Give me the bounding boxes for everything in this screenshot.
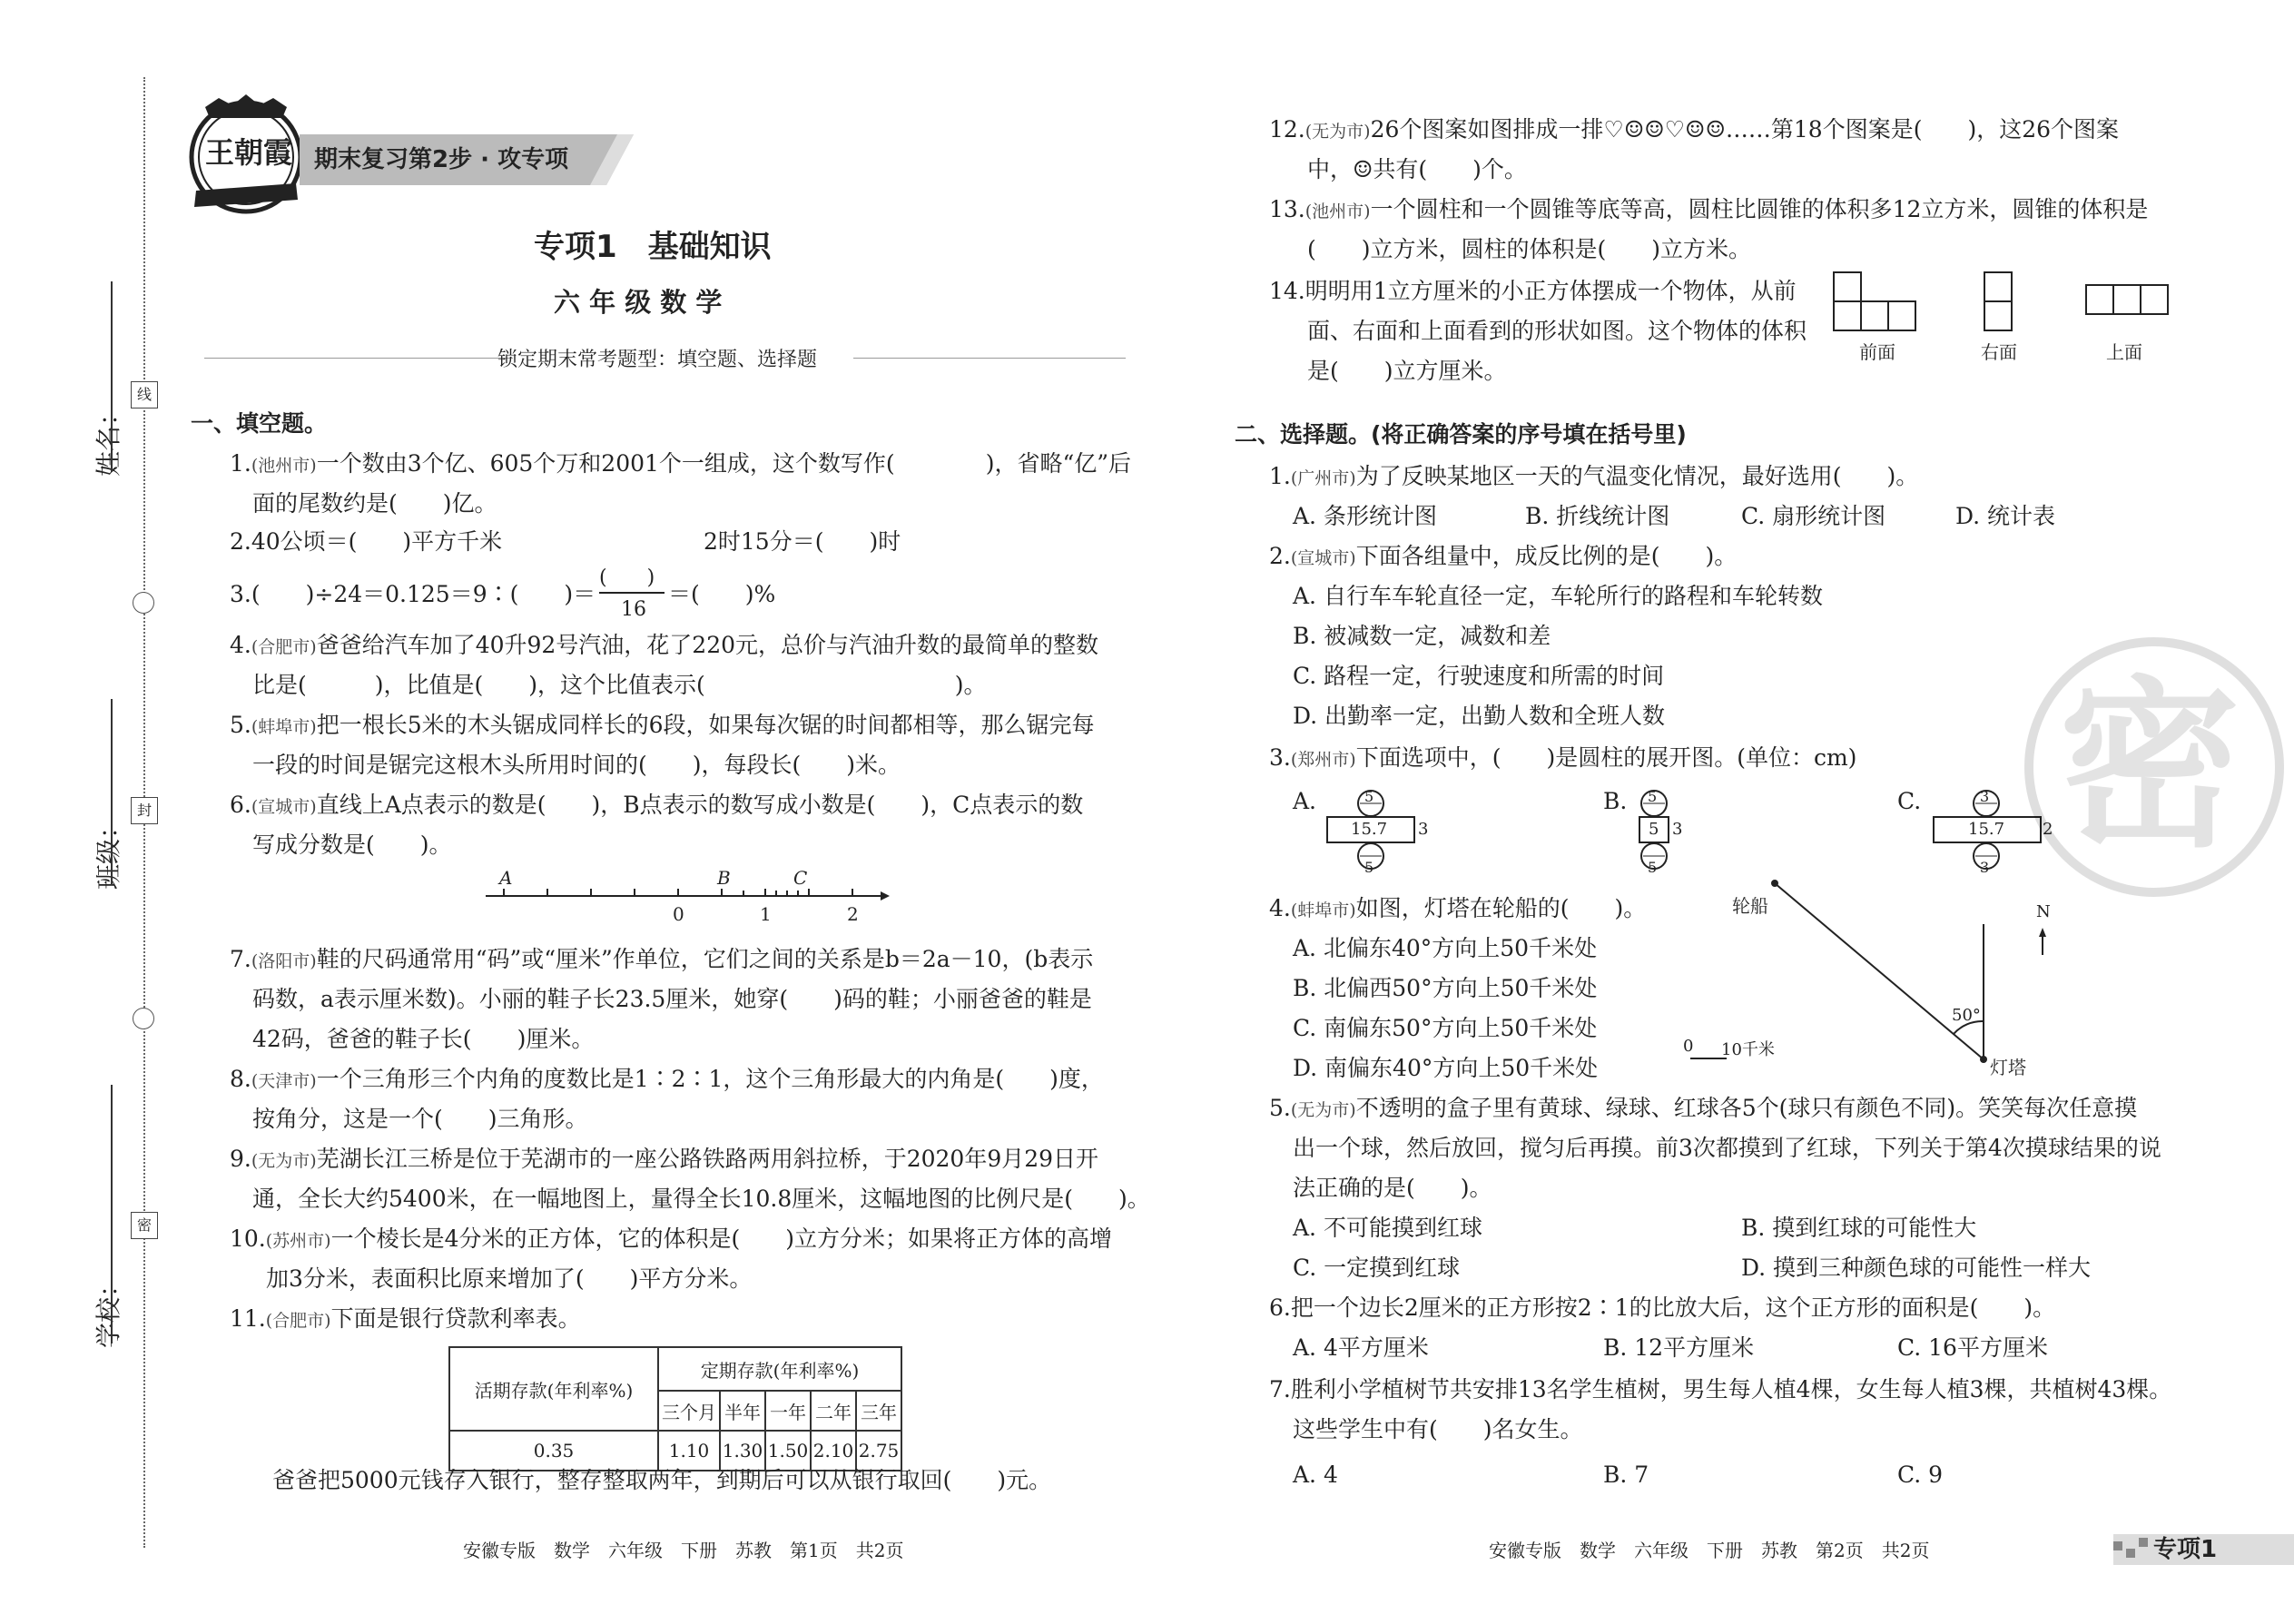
table-header-cell: 三年 bbox=[856, 1391, 901, 1431]
step-banner-text: 期末复习第2步 · 攻专项 bbox=[314, 146, 569, 173]
footer-right: 安徽专版 数学 六年级 下册 苏教 第2页 共2页 bbox=[1489, 1540, 1930, 1561]
footer-left: 安徽专版 数学 六年级 下册 苏教 第1页 共2页 bbox=[463, 1540, 904, 1561]
question-5-cont: 一段的时间是锯完这根木头所用时间的( )，每段长( )米。 bbox=[252, 752, 901, 778]
school-field-line[interactable] bbox=[111, 1085, 113, 1343]
section1-heading: 一、填空题。 bbox=[191, 410, 328, 437]
interest-rate-table bbox=[448, 1346, 902, 1471]
focus-note: 锁定期末常考题型：填空题、选择题 bbox=[497, 349, 818, 371]
watermark-seal bbox=[2023, 635, 2286, 899]
option[interactable]: D. 摸到三种颜色球的可能性一样大 bbox=[1741, 1255, 2092, 1281]
net-a-side-label: 3 bbox=[1418, 820, 1429, 839]
cylinder-net-b[interactable] bbox=[1636, 790, 1690, 877]
question-12-cont: 中，☺共有( )个。 bbox=[1307, 156, 1527, 182]
divider-left bbox=[204, 358, 513, 359]
fraction-numerator: ( ) bbox=[599, 566, 655, 589]
net-c-rect-label: 15.7 bbox=[1968, 820, 2005, 839]
net-a-circle-label: 5 bbox=[1364, 859, 1374, 876]
net-a-rect-label: 15.7 bbox=[1351, 820, 1388, 839]
class-label: 班级： bbox=[94, 812, 123, 890]
option[interactable]: D. 统计表 bbox=[1955, 503, 2056, 529]
question-9-cont: 通，全长大约5400米，在一幅地图上，量得全长10.8厘米，这幅地图的比例尺是( )。 bbox=[252, 1186, 1150, 1212]
option[interactable]: C. 扇形统计图 bbox=[1741, 503, 1886, 529]
view-label-right: 右面 bbox=[1981, 341, 2017, 363]
question-4: 4.(合肥市)爸爸给汽车加了40升92号汽油，花了220元，总价与汽油升数的最简单的整数 bbox=[230, 632, 1099, 658]
question-5: 5.(蚌埠市)把一根长5米的木头锯成同样长的6段，如果每次锯的时间都相等，那么锯完每 bbox=[230, 712, 1095, 738]
table-header-current: 活期存款(年利率%) bbox=[449, 1347, 658, 1431]
choice-question-2: 2.(宣城市)下面各组量中，成反比例的是( )。 bbox=[1269, 543, 1738, 569]
question-7: 7.(洛阳市)鞋的尺码通常用“码”或“厘米”作单位，它们之间的关系是b＝2a－10，(b表示 bbox=[230, 946, 1094, 972]
question-6-cont: 写成分数是( )。 bbox=[252, 832, 452, 858]
name-label: 姓名： bbox=[94, 399, 123, 477]
table-header-fixed: 定期存款(年利率%) bbox=[658, 1347, 901, 1391]
question-13-cont: ( )立方米，圆柱的体积是( )立方米。 bbox=[1307, 236, 1752, 262]
option[interactable]: A. 不可能摸到红球 bbox=[1293, 1215, 1482, 1241]
net-b-rect-label: 5 bbox=[1649, 820, 1659, 839]
table-header-cell: 一年 bbox=[765, 1391, 811, 1431]
tick-label-0: 0 bbox=[673, 903, 684, 925]
option[interactable]: A. 4平方厘米 bbox=[1293, 1334, 1429, 1361]
net-b-side-label: 3 bbox=[1672, 820, 1683, 839]
question-9: 9.(无为市)芜湖长江三桥是位于芜湖市的一座公路铁路两用斜拉桥，于2020年9月29日开 bbox=[230, 1146, 1099, 1172]
question-10-cont: 加3分米，表面积比原来增加了( )平方分米。 bbox=[266, 1265, 753, 1292]
number-line bbox=[481, 867, 890, 930]
question-1-cont: 面的尾数约是( )亿。 bbox=[252, 490, 497, 517]
seal-char-feng: 封 bbox=[131, 797, 158, 824]
point-c-label: C bbox=[793, 867, 808, 889]
north-label: N bbox=[2036, 902, 2051, 921]
question-11: 11.(合肥市)下面是银行贷款利率表。 bbox=[230, 1305, 581, 1332]
choice-question-7-cont: 这些学生中有( )名女生。 bbox=[1293, 1416, 1583, 1442]
tick-label-1: 1 bbox=[760, 903, 772, 925]
option-a-label[interactable]: A. bbox=[1293, 788, 1317, 814]
net-c-circle-label: 3 bbox=[1980, 788, 1990, 805]
question-4-cont: 比是( )，比值是( )，这个比值表示( )。 bbox=[252, 672, 987, 698]
question-13: 13.(池州市)一个圆柱和一个圆锥等底等高，圆柱比圆锥的体积多12立方米，圆锥的体积是 bbox=[1269, 196, 2149, 222]
question-7-cont2: 42码，爸爸的鞋子长( )厘米。 bbox=[252, 1026, 595, 1052]
question-8: 8.(天津市)一个三角形三个内角的度数比是1∶2∶1，这个三角形最大的内角是( )度， bbox=[230, 1066, 1104, 1092]
view-label-top: 上面 bbox=[2106, 341, 2142, 363]
question-3b: ＝( )% bbox=[668, 581, 776, 607]
question-1: 1.(池州市)一个数由3个亿、605个万和2001个一组成，这个数写作( )，省略“亿”后 bbox=[230, 450, 1132, 477]
logo-text: 王朝霞 bbox=[205, 135, 293, 170]
three-views-figure bbox=[1832, 271, 2177, 370]
option[interactable]: A. 北偏东40°方向上50千米处 bbox=[1293, 935, 1598, 961]
lighthouse-diagram bbox=[1670, 871, 2070, 1089]
page-subtitle: 六 年 级 数 学 bbox=[554, 287, 723, 318]
table-cell: 2.75 bbox=[856, 1431, 901, 1471]
choice-question-4: 4.(蚌埠市)如图，灯塔在轮船的( )。 bbox=[1269, 895, 1647, 921]
net-b-circle-label: 5 bbox=[1648, 859, 1658, 876]
brand-logo bbox=[178, 89, 314, 225]
net-b-circle-label: 5 bbox=[1648, 788, 1658, 805]
option[interactable]: C. 一定摸到红球 bbox=[1293, 1255, 1461, 1281]
option[interactable]: B. 摸到红球的可能性大 bbox=[1741, 1215, 1977, 1241]
question-14-cont2: 是( )立方厘米。 bbox=[1307, 358, 1507, 384]
section2-heading: 二、选择题。(将正确答案的序号填在括号里) bbox=[1235, 421, 1687, 448]
seal-char-xian: 线 bbox=[131, 381, 158, 408]
option[interactable]: A. 4 bbox=[1293, 1462, 1338, 1488]
table-header-cell: 三个月 bbox=[658, 1391, 720, 1431]
choice-question-3: 3.(郑州市)下面选项中，( )是圆柱的展开图。(单位：cm) bbox=[1269, 744, 1857, 771]
option[interactable]: B. 被减数一定，减数和差 bbox=[1293, 623, 1551, 649]
binding-hole bbox=[133, 1008, 154, 1029]
question-7-cont: 码数，a表示厘米数)。小丽的鞋子长23.5厘米，她穿( )码的鞋；小丽爸爸的鞋是 bbox=[252, 986, 1092, 1012]
question-3: 3.( )÷24＝0.125＝9∶( )＝ bbox=[230, 581, 596, 607]
question-12: 12.(无为市)26个图案如图排成一排♡☺☺♡☺☺……第18个图案是( )，这26个图案 bbox=[1269, 116, 2120, 143]
question-10: 10.(苏州市)一个棱长是4分米的正方体，它的体积是( )立方分米；如果将正方体的高增 bbox=[230, 1225, 1113, 1252]
option[interactable]: B. 7 bbox=[1603, 1462, 1649, 1488]
table-header-cell: 半年 bbox=[720, 1391, 765, 1431]
option[interactable]: B. 12平方厘米 bbox=[1603, 1334, 1755, 1361]
table-header-cell: 二年 bbox=[811, 1391, 856, 1431]
point-b-label: B bbox=[717, 867, 731, 889]
choice-question-7: 7.胜利小学植树节共安排13名学生植树，男生每人植4棵，女生每人植3棵，共植树43棵。 bbox=[1269, 1376, 2172, 1403]
question-2: 2.40公顷＝( )平方千米 bbox=[230, 528, 503, 555]
name-field-line[interactable] bbox=[111, 281, 113, 472]
option[interactable]: B. 北偏西50°方向上50千米处 bbox=[1293, 975, 1598, 1001]
choice-question-5-cont2: 法正确的是( )。 bbox=[1293, 1175, 1492, 1201]
section-tab-label: 专项1 bbox=[2153, 1536, 2218, 1563]
fraction-denominator: 16 bbox=[621, 598, 646, 621]
fraction-bar bbox=[599, 592, 665, 594]
option[interactable]: D. 出勤率一定，出勤人数和全班人数 bbox=[1293, 703, 1666, 729]
question-14-cont: 面、右面和上面看到的形状如图。这个物体的体积 bbox=[1307, 318, 1807, 344]
option[interactable]: C. 南偏东50°方向上50千米处 bbox=[1293, 1015, 1598, 1041]
scale-zero-label: 0 bbox=[1683, 1037, 1694, 1056]
net-c-side-label: 2 bbox=[2043, 820, 2053, 839]
page-title: 专项1 基础知识 bbox=[534, 229, 772, 265]
table-cell: 2.10 bbox=[811, 1431, 856, 1471]
table-cell: 1.50 bbox=[765, 1431, 811, 1471]
choice-question-5: 5.(无为市)不透明的盒子里有黄球、绿球、红球各5个(球只有颜色不同)。笑笑每次任意摸 bbox=[1269, 1095, 2138, 1121]
question-8-cont: 按角分，这是一个( )三角形。 bbox=[252, 1106, 588, 1132]
option-c-label[interactable]: C. bbox=[1897, 788, 1922, 814]
option[interactable]: D. 南偏东40°方向上50千米处 bbox=[1293, 1055, 1599, 1081]
table-cell: 1.30 bbox=[720, 1431, 765, 1471]
net-a-circle-label: 5 bbox=[1364, 788, 1374, 805]
question-2b: 2时15分＝( )时 bbox=[704, 528, 901, 555]
point-a-label: A bbox=[499, 867, 513, 889]
lighthouse-label: 灯塔 bbox=[1990, 1057, 2026, 1078]
option-b-label[interactable]: B. bbox=[1603, 788, 1628, 814]
question-6: 6.(宣城市)直线上A点表示的数是( )，B点表示的数写成小数是( )，C点表示的数 bbox=[230, 792, 1084, 818]
option[interactable]: B. 折线统计图 bbox=[1525, 503, 1670, 529]
binding-hole bbox=[133, 592, 154, 614]
question-11-cont: 爸爸把5000元钱存入银行，整存整取两年，到期后可以从银行取回( )元。 bbox=[272, 1467, 1052, 1493]
choice-question-1: 1.(广州市)为了反映某地区一天的气温变化情况，最好选用( )。 bbox=[1269, 463, 1919, 489]
seal-char-mi: 密 bbox=[131, 1212, 158, 1239]
choice-question-5-cont: 出一个球，然后放回，搅匀后再摸。前3次都摸到了红球，下列关于第4次摸球结果的说 bbox=[1293, 1135, 2161, 1161]
divider-right bbox=[853, 358, 1126, 359]
question-14: 14.明明用1立方厘米的小正方体摆成一个物体，从前 bbox=[1269, 278, 1797, 304]
angle-label: 50° bbox=[1952, 1006, 1981, 1025]
option[interactable]: C. 16平方厘米 bbox=[1897, 1334, 2048, 1361]
school-label: 学校： bbox=[94, 1271, 123, 1348]
watermark-char: 密 bbox=[2059, 661, 2241, 872]
option[interactable]: A. 自行车车轮直径一定，车轮所行的路程和车轮转数 bbox=[1293, 583, 1823, 609]
choice-question-6: 6.把一个边长2厘米的正方形按2∶1的比放大后，这个正方形的面积是( )。 bbox=[1269, 1294, 2056, 1321]
option[interactable]: A. 条形统计图 bbox=[1293, 503, 1437, 529]
class-field-line[interactable] bbox=[111, 699, 113, 885]
view-label-front: 前面 bbox=[1859, 341, 1895, 363]
section-tab bbox=[2113, 1534, 2294, 1565]
option[interactable]: C. 9 bbox=[1897, 1462, 1944, 1488]
tick-label-2: 2 bbox=[847, 903, 859, 925]
cylinder-net-a[interactable] bbox=[1325, 790, 1434, 877]
table-cell: 0.35 bbox=[449, 1431, 658, 1471]
step-banner bbox=[300, 134, 634, 185]
option[interactable]: C. 路程一定，行驶速度和所需的时间 bbox=[1293, 663, 1665, 689]
scale-ten-label: 10千米 bbox=[1721, 1040, 1775, 1059]
table-cell: 1.10 bbox=[658, 1431, 720, 1471]
net-c-circle-label: 3 bbox=[1980, 859, 1990, 876]
ship-label: 轮船 bbox=[1732, 895, 1768, 917]
